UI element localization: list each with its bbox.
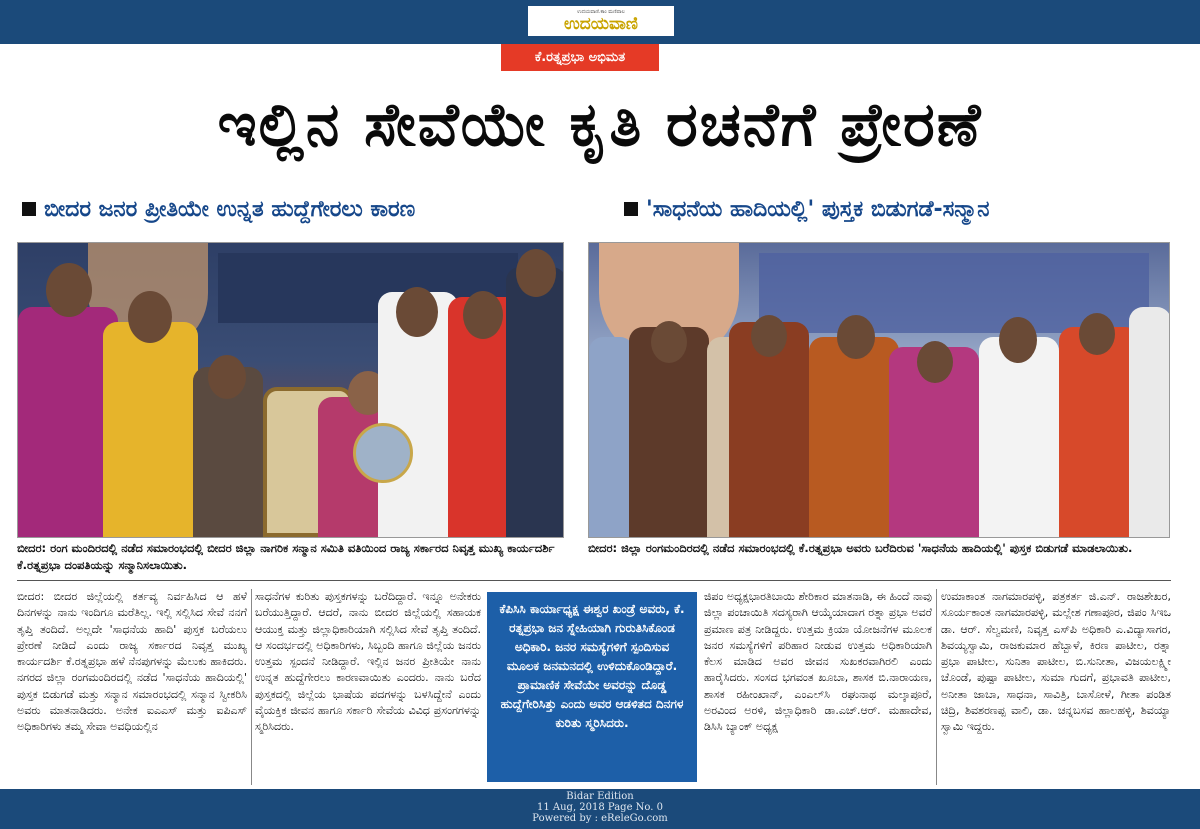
subhead-1: [22, 192, 620, 226]
kicker-label: ಕೆ.ರತ್ನಪ್ರಭಾ ಅಭಿಮತ: [501, 44, 659, 71]
bullet-square-icon: [624, 202, 638, 216]
article-column-4: [941, 589, 1171, 787]
column-divider: [251, 589, 252, 785]
section-divider: [17, 580, 1171, 581]
edition-label: Bidar Edition: [566, 791, 634, 802]
column-divider: [936, 589, 937, 785]
photo-felicitation: [17, 242, 564, 538]
photo-book-release: [588, 242, 1170, 538]
article-paragraph: ಉಮಾಕಾಂತ ನಾಗಮಾರಪಳ್ಳಿ, ಪತ್ರಕರ್ತ ಜಿ.ಎನ್. ರಾಜಶೇಖರ, ಸೂರ್ಯಕಾಂತ ನಾಗಮಾರಪಳ್ಳಿ, ಮಲ್ಲೇಶ ಗಣಾಪೂರ, ಜಿಪಂ ಸಿಇಒ ಡಾ. ಆರ್. ಸೆಲ್ವಮಣಿ, ನಿವೃತ್ತ ಎಸ್‌ಪಿ ಅಧಿಕಾರಿ ಎ.ವಿದ್ಯಾಸಾಗರ, ಶಿವಯ್ಯಸ್ವಾಮಿ, ರಾಜಕುಮಾರ ಹೆಬ್ಬಾಳೆ, ಕಿರಣ ಪಾಟೀಲ, ರತ್ನಾ ಪ್ರಭಾ ಪಾಟೀಲ, ಸುನಿತಾ ಪಾಟೀಲ, ಬಿ.ಸುನೀತಾ, ವಿಜಯಲಕ್ಷ್ಮೀ ಚೊಂಡೆ, ಪುಷ್ಪಾ ಪಾಟೀಲ, ಸುಮಾ ಗುದಗೆ, ಪ್ರಭಾವತಿ ಪಾಟೀಲ, ಅನೀತಾ ಜಾಬಾ, ಸಾಧನಾ, ಸಾವಿತ್ರಿ, ಬಾಸೋಳೆ, ಗೀತಾ ಪಂಡಿತ ಚಿದ್ರಿ, ಶಿವಶರಣಪ್ಪ ವಾಲಿ, ಡಾ. ಚನ್ನಬಸವ ಹಾಲಹಳ್ಳಿ, ಶಿವಯ್ಯಾ ಸ್ವಾಮಿ ಇದ್ದರು.: [941, 590, 1171, 734]
article-paragraph: ಬೀದರ: ಬೀದರ ಜಿಲ್ಲೆಯಲ್ಲಿ ಕರ್ತವ್ಯ ನಿರ್ವಹಿಸಿದ ಆ ಹಳೆ ದಿನಗಳನ್ನು ನಾನು ಇಂದಿಗೂ ಮರೆತಿಲ್ಲ. ಇಲ್ಲಿ ಸಲ್ಲಿಸಿದ ಸೇವೆ ನನಗೆ ತೃಪ್ತಿ ತಂದಿದೆ. ಅಲ್ಲದೇ 'ಸಾಧನೆಯ ಹಾದಿ' ಪುಸ್ತಕ ಬರೆಯಲು ಪ್ರೇರಣೆ ನೀಡಿದೆ ಎಂದು ರಾಜ್ಯ ಸರ್ಕಾರದ ನಿವೃತ್ತ ಮುಖ್ಯ ಕಾರ್ಯದರ್ಶಿ ಕೆ.ರತ್ನಪ್ರಭಾ ಹಳೆ ನೆನಪುಗಳನ್ನು ಮೆಲುಕು ಹಾಕಿದರು. ನಗರದ ಜಿಲ್ಲಾ ರಂಗಮಂದಿರದಲ್ಲಿ ನಡೆದ 'ಸಾಧನೆಯ ಹಾದಿಯಲ್ಲಿ' ಪುಸ್ತಕ ಬಿಡುಗಡೆ ಮತ್ತು ಸನ್ಮಾನ ಸಮಾರಂಭದಲ್ಲಿ ಸನ್ಮಾನ ಸ್ವೀಕರಿಸಿ ಅವರು ಮಾತನಾಡಿದರು. ಅನೇಕ ಐಎಎಸ್ ಮತ್ತು ಐಪಿಎಸ್ ಅಧಿಕಾರಿಗಳು ತಮ್ಮ ಸೇವಾ ಅವಧಿಯಲ್ಲಿನ: [17, 590, 247, 734]
footer-info: [520, 791, 680, 824]
subhead-1-text: ಬೀದರ ಜನರ ಪ್ರೀತಿಯೇ ಉನ್ನತ ಹುದ್ದೆಗೇರಲು ಕಾರಣ: [44, 196, 416, 222]
article-paragraph: ಜಿಪಂ ಅಧ್ಯಕ್ಷಭಾರತಿಬಾಯಿ ಶೇರಿಕಾರ ಮಾತನಾಡಿ, ಈ ಹಿಂದೆ ನಾವು ಜಿಲ್ಲಾ ಪಂಚಾಯಿತಿ ಸದಸ್ಯರಾಗಿ ಆಯ್ಕೆಯಾದಾಗ ರತ್ನಾ ಪ್ರಭಾ ಅವರೆ ಪ್ರಮಾಣ ಪತ್ರ ನೀಡಿದ್ದರು. ಉತ್ತಮ ಕ್ರಿಯಾ ಯೋಜನೆಗಳ ಮೂಲಕ ಜನರ ಸಮಸ್ಯೆಗಳಿಗೆ ಪರಿಹಾರ ನೀಡುವ ಉತ್ತಮ ಅಧಿಕಾರಿಯಾಗಿ ಕೆಲಸ ಮಾಡಿದ ಅವರ ಜೀವನ ಸುಖಕರವಾಗಿರಲಿ ಎಂದು ಹಾರೈಸಿದರು. ಸಂಸದ ಭಗವಂತ ಖೂಬಾ, ಶಾಸಕ ಬಿ.ನಾರಾಯಣ, ಶಾಸಕ ರಹೀಂಖಾನ್, ಎಂಎಲ್‌ಸಿ ರಘುನಾಥ ಮಲ್ಕಾಪೂರೆ, ಅರವಿಂದ ಅರಳಿ, ಜಿಲ್ಲಾಧಿಕಾರಿ ಡಾ.ಎಚ್.ಆರ್. ಮಹಾದೇವ, ಡಿಸಿಸಿ ಬ್ಯಾಂಕ್ ಅಧ್ಯಕ್ಷ: [704, 590, 932, 734]
masthead-small-text: ಉದಯವಾಣಿ.ಕಾಂ ಮಣಿಪಾಲ: [577, 8, 625, 15]
date-page-label: 11 Aug, 2018 Page No. 0: [536, 802, 663, 813]
bullet-square-icon: [22, 202, 36, 216]
subhead-2-text: 'ಸಾಧನೆಯ ಹಾದಿಯಲ್ಲಿ' ಪುಸ್ತಕ ಬಿಡುಗಡೆ-ಸನ್ಮಾನ: [646, 196, 990, 222]
article-column-2: [255, 589, 481, 787]
photo-caption-1: ಬೀದರ: ರಂಗ ಮಂದಿರದಲ್ಲಿ ನಡೆದ ಸಮಾರಂಭದಲ್ಲಿ ಬೀದರ ಜಿಲ್ಲಾ ನಾಗರಿಕ ಸನ್ಮಾನ ಸಮಿತಿ ವತಿಯಿಂದ ರಾಜ್ಯ ಸರ್ಕಾರದ ನಿವೃತ್ತ ಮುಖ್ಯ ಕಾರ್ಯದರ್ಶಿ ಕೆ.ರತ್ನಪ್ರಭಾ ದಂಪತಿಯನ್ನು ಸನ್ಮಾನಿಸಲಾಯಿತು.: [17, 541, 555, 572]
subhead-2: [624, 192, 1184, 226]
photo-caption-2: ಬೀದರ: ಜಿಲ್ಲಾ ರಂಗಮಂದಿರದಲ್ಲಿ ನಡೆದ ಸಮಾರಂಭದಲ್ಲಿ ಕೆ.ರತ್ನಪ್ರಭಾ ಅವರು ಬರೆದಿರುವ 'ಸಾಧನೆಯ ಹಾದಿಯಲ್ಲಿ' ಪುಸ್ತಕ ಬಿಡುಗಡೆ ಮಾಡಲಾಯಿತು.: [588, 541, 1133, 555]
article-column-1: [17, 589, 247, 787]
article-paragraph: ಸಾಧನೆಗಳ ಕುರಿತು ಪುಸ್ತಕಗಳನ್ನು ಬರೆದಿದ್ದಾರೆ. ಇನ್ನೂ ಅನೇಕರು ಬರೆಯುತ್ತಿದ್ದಾರೆ. ಆದರೆ, ನಾನು ಬೀದರ ಜಿಲ್ಲೆಯಲ್ಲಿ ಸಹಾಯಕ ಆಯುಕ್ತ ಮತ್ತು ಜಿಲ್ಲಾಧಿಕಾರಿಯಾಗಿ ಸಲ್ಲಿಸಿದ ಸೇವೆ ತೃಪ್ತಿ ತಂದಿದೆ. ಆ ಸಂದರ್ಭದಲ್ಲಿ ಅಧಿಕಾರಿಗಳು, ಸಿಬ್ಬಂದಿ ಹಾಗೂ ಜಿಲ್ಲೆಯ ಜನರು ಉತ್ತಮ ಸ್ಪಂದನೆ ನೀಡಿದ್ದಾರೆ. ಇಲ್ಲಿನ ಜನರ ಪ್ರೀತಿಯೇ ನಾನು ಉನ್ನತ ಹುದ್ದೆಗೇರಲು ಕಾರಣವಾಯಿತು ಎಂದರು. ನಾನು ಬರೆದ ಪುಸ್ತಕದಲ್ಲಿ ಜಿಲ್ಲೆಯ ಭಾಷೆಯ ಪದಗಳನ್ನು ಬಳಸಿದ್ದೇನೆ ಎಂದು ವೈಯಕ್ತಿಕ ಜೀವನ ಹಾಗೂ ಸರ್ಕಾರಿ ಸೇವೆಯ ವಿವಿಧ ಪ್ರಸಂಗಗಳನ್ನು ಸ್ಮರಿಸಿದರು.: [255, 590, 481, 734]
headline: ಇಲ್ಲಿನ ಸೇವೆಯೇ ಕೃತಿ ರಚನೆಗೆ ಪ್ರೇರಣೆ: [217, 90, 983, 160]
highlight-quote-box: ಕೆಪಿಸಿಸಿ ಕಾರ್ಯಾಧ್ಯಕ್ಷ ಈಶ್ವರ ಖಂಡ್ರೆ ಅವರು, ಕೆ. ರತ್ನಪ್ರಭಾ ಜನ ಸ್ನೇಹಿಯಾಗಿ ಗುರುತಿಸಿಕೊಂಡ ಅಧಿಕಾರಿ. ಜನರ ಸಮಸ್ಯೆಗಳಿಗೆ ಸ್ಪಂದಿಸುವ ಮೂಲಕ ಜನಮನದಲ್ಲಿ ಉಳಿದುಕೊಂಡಿದ್ದಾರೆ. ಪ್ರಾಮಾಣಿಕ ಸೇವೆಯೇ ಅವರನ್ನು ದೊಡ್ಡ ಹುದ್ದೆಗೇರಿಸಿತ್ತು ಎಂದು ಅವರ ಆಡಳಿತದ ದಿನಗಳ ಕುರಿತು ಸ್ಮರಿಸಿದರು.: [487, 592, 697, 782]
newspaper-logo: ಉದಯವಾಣಿ: [564, 13, 638, 34]
powered-by-link[interactable]: Powered by : eReleGo.com: [532, 813, 668, 824]
article-column-3: [704, 589, 932, 787]
masthead-logo: [528, 6, 674, 36]
